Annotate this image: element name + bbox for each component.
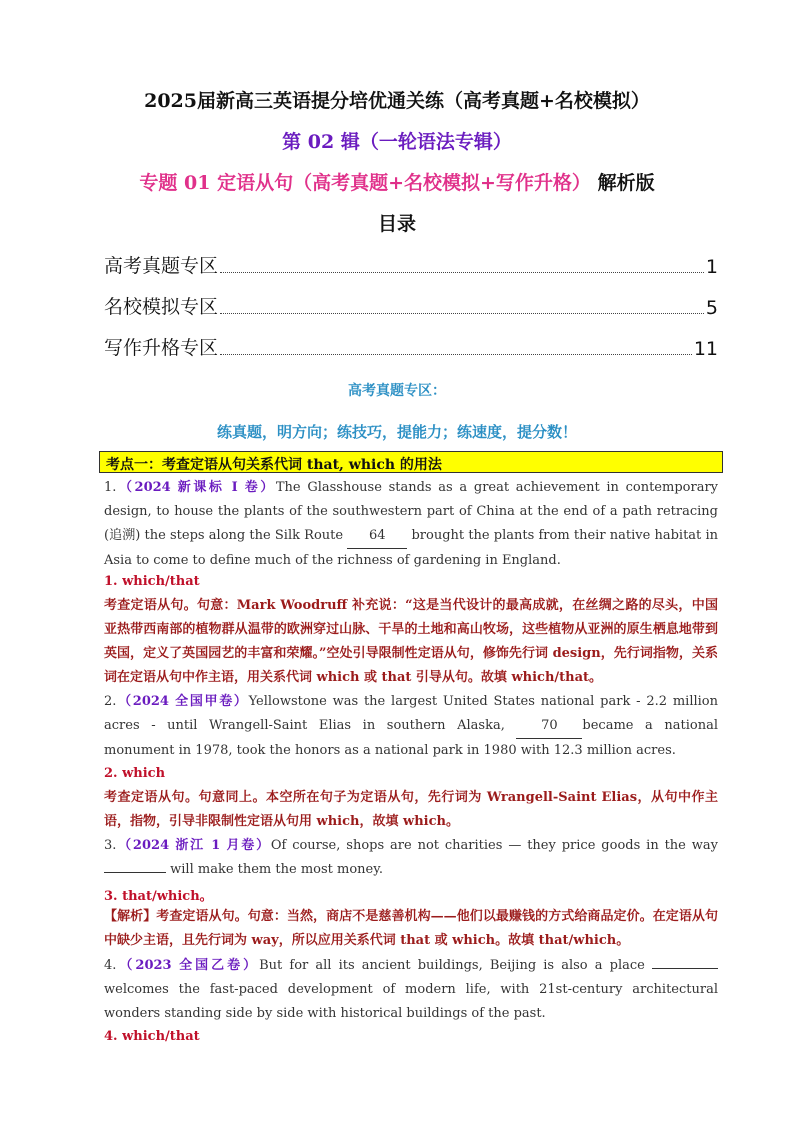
question-number: 4.: [104, 958, 117, 973]
question-text: But for all its ancient buildings, Beijing is also a place: [259, 958, 652, 973]
question-3: [104, 834, 718, 882]
toc-leader: [220, 272, 704, 273]
answer-label: 4. which/that: [104, 1029, 200, 1044]
toc-entry-label: 写作升格专区: [104, 337, 219, 359]
toc-entry[interactable]: [104, 293, 718, 319]
explanation: 考查定语从句。句意同上。本空所在句子为定语从句，先行词为 Wrangell-Saint Elias，从句中作主语，指物，引导非限制性定语从句用 which，故填 which。: [104, 790, 718, 829]
question-source: （2024 全国甲卷）: [116, 694, 249, 709]
section-motto: 练真题，明方向；练技巧，提能力；练速度，提分数！: [216, 423, 577, 441]
toc-entry[interactable]: [104, 252, 718, 278]
toc-leader: [220, 313, 704, 314]
answer-blank: 70: [516, 714, 582, 739]
document-title: 2025届新高三英语提分培优通关练（高考真题+名校模拟）: [144, 90, 650, 112]
toc-entry-label: 名校模拟专区: [104, 296, 219, 318]
toc-entry[interactable]: [104, 334, 718, 360]
topic-title-version: 解析版: [597, 172, 655, 194]
topic-title: [0, 168, 794, 195]
answer-label: 1. which/that: [104, 574, 200, 589]
question-number: 3.: [104, 838, 117, 853]
question-1: [104, 476, 718, 573]
question-text: The Glasshouse stands as a great achievement in contemporary design, to house the plants of the southwestern part of China at the end of a path retracing (追溯) the steps along the Silk Route: [104, 480, 718, 543]
question-2: [104, 690, 718, 763]
toc-heading: 目录: [377, 213, 416, 235]
question-number: 1.: [104, 480, 117, 495]
question-source: （2024 新课标 I 卷）: [116, 480, 276, 495]
question-text: brought the plants from their native habitat in Asia to come to define much of the richness of gardening in England.: [104, 528, 718, 568]
toc-leader: [220, 354, 692, 355]
answer-blank: [104, 872, 166, 873]
question-4: [104, 954, 718, 1026]
kaodian-box: 考点一：考查定语从句关系代词 that, which 的用法: [99, 451, 723, 473]
explanation: 考查定语从句。句意：Mark Woodruff 补充说：“这是当代设计的最高成就，在丝绸之路的尽头，中国亚热带西南部的植物群从温带的欧洲穿过山脉、干旱的土地和高山牧场，这些植物从亚洲的原生栖息地带到英国，定义了英国园艺的丰富和荣耀。”空处引导限制性定语从句，修饰先行词 design，先行词指物，关系词在定语从句中作主语，用关系代词 which 或 that 引导从句。故填 which/that。: [104, 598, 718, 685]
topic-title-main: 专题 01 定语从句（高考真题+名校模拟+写作升格）: [139, 172, 591, 194]
question-text: became a national monument in 1978, took the honors as a national park in 1980 with 12.3 million acres.: [104, 718, 718, 758]
explanation: 【解析】考查定语从句。句意：当然，商店不是慈善机构——他们以最赚钱的方式给商品定价。在定语从句中缺少主语，且先行词为 way，所以应用关系代词 that 或 which。故填 that/which。: [104, 909, 718, 948]
question-number: 2.: [104, 694, 117, 709]
toc-entry-page: 1: [705, 256, 718, 278]
question-source: （2023 全国乙卷）: [116, 958, 260, 973]
toc-entry-page: 11: [693, 338, 718, 360]
section-heading: 高考真题专区：: [348, 383, 446, 399]
answer-blank: 64: [347, 524, 407, 549]
question-text: will make them the most money.: [166, 862, 383, 877]
question-text: Of course, shops are not charities — they price goods in the way: [270, 838, 718, 853]
document-subtitle: 第 02 辑（一轮语法专辑）: [282, 131, 512, 153]
answer-blank: [652, 968, 718, 969]
question-text: welcomes the fast-paced development of modern life, with 21st-century architectural wonders standing side by side with historical buildings of the past.: [104, 982, 718, 1021]
toc-entry-label: 高考真题专区: [104, 255, 219, 277]
answer-label: 2. which: [104, 766, 166, 781]
question-source: （2024 浙江 1 月卷）: [116, 838, 271, 853]
toc-entry-page: 5: [705, 297, 718, 319]
answer-label: 3. that/which。: [104, 889, 213, 904]
question-text: Yellowstone was the largest United States national park - 2.2 million acres - until Wrangell-Saint Elias in southern Alaska,: [104, 694, 718, 733]
